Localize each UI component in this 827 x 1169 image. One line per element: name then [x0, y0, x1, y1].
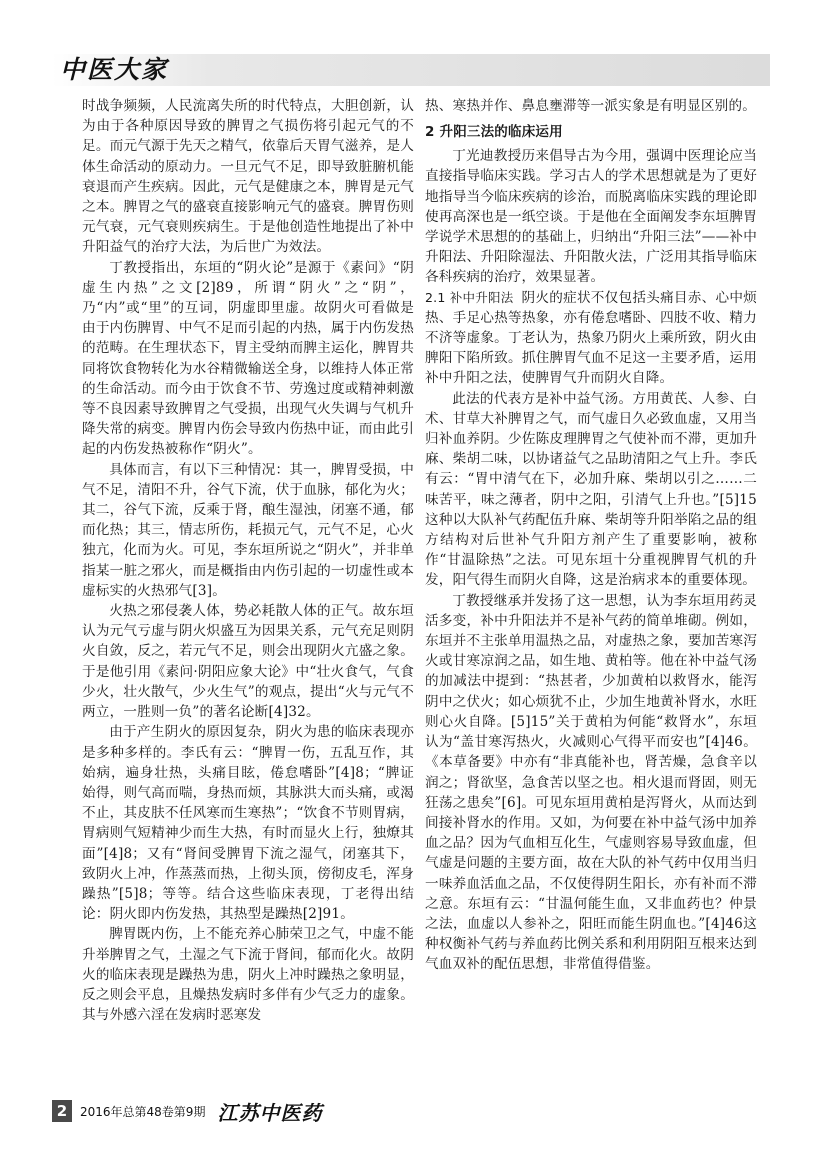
paragraph: 由于产生阴火的原因复杂，阴火为患的临床表现亦是多种多样的。李氏有云：“脾胃一伤，五乱互作，其始病，遍身壮热，头痛目眩，倦怠嗜卧”[4]8；“脾证始得，则气高而喘，身热而烦，其脉洪大而头痛，或渴不止，其皮肤不任风寒而生寒热”；“饮食不节则胃病，胃病则气短精神少而生大热，有时而显火上行，独燎其面”[4]8；又有“肾间受脾胃下流之湿气，闭塞其下，致阴火上冲，作蒸蒸而热，上彻头顶，傍彻皮毛，浑身躁热”[5]8；等等。结合这些临床表现，丁老得出结论：阴火即内伤发热，其热型是躁热[2]91。: [82, 724, 414, 923]
paragraph: 丁教授继承并发扬了这一思想，认为李东垣用药灵活多变，补中升阳法并不是补气药的简单堆砌。例如，东垣并不主张单用温热之品，对虚热之象，要加苦寒泻火或甘寒凉润之品，如生地、黄柏等。他在补中益气汤的加减法中提到：“热甚者，少加黄柏以救肾水，能泻阴中之伏火；如心烦犹不止，少加生地黄补肾水，水旺则心火自降。[5]15”关于黄柏为何能“救肾水”，东垣认为“盖甘寒泻热火，火减则心气得平而安也”[4]46。《本草备要》中亦有“非真能补也，肾苦燥，急食辛以润之；肾欲坚，急食苦以坚之也。相火退而肾固，则无狂荡之患矣”[6]。可见东垣用黄柏是泻肾火，从而达到间接补肾水的作用。又如，为何要在补中益气汤中加养血之品？因为气血相互化生，气虚则容易导致血虚，但气虚是问题的主要方面，故在大队的补气药中仅用当归一味养血活血之品，不仅使得阴生阳长，亦有补而不滞之意。东垣有云：“甘温何能生血，又非血药也？仲景之法，血虚以人参补之，阳旺而能生阴血也。”[4]46这种权衡补气药与养血药比例关系和利用阴阳互根来达到气血双补的配伍思想，非常值得借鉴。: [425, 592, 757, 973]
journal-logo: 江苏中医药: [217, 1100, 323, 1125]
right-column: [425, 96, 757, 975]
section-heading: 2 升阳三法的临床运用: [425, 124, 563, 141]
subsection-paragraph: [425, 288, 757, 389]
paragraph: 具体而言，有以下三种情况：其一，脾胃受损，中气不足，清阳不升，谷气下流，伏于血脉，郁化为火；其二，谷气下流，反乘于肾，酿生湿浊，闭塞不通，郁而化热；其三，情志所伤，耗损元气，元气不足，心火独亢，化而为火。可见，李东垣所说之“阴火”，并非单指某一脏之邪火，而是概指由内伤引起的一切虚性或本虚标实的火热邪气[3]。: [82, 461, 414, 599]
subsection-heading: 2.1 补中升阳法: [425, 289, 514, 305]
paragraph: 此法的代表方是补中益气汤。方用黄芪、人参、白术、甘草大补脾胃之气，而气虚日久必致血虚，又用当归补血养阴。少佐陈皮理脾胃之气使补而不滞，更加升麻、柴胡二味，以协诸益气之品助清阳之气上升。李氏有云：“胃中清气在下，必加升麻、柴胡以引之……二味苦平，味之薄者，阴中之阳，引清气上升也。”[5]15这种以大队补气药配伍升麻、柴胡等升阳举陷之品的组方结构对后世补气升阳方剂产生了重要影响，被称作“甘温除热”之法。可见东垣十分重视脾胃气机的升发，阳气得生而阴火自降，这是治病求本的重要体现。: [425, 390, 757, 589]
paragraph: 丁教授指出，东垣的“阴火论”是源于《素问》“阴虚生内热”之文[2]89，所谓“阴火”之“阴”，乃“内”或“里”的互词，阴虚即里虚。故阴火可看做是由于内伤脾胃、中气不足而引起的内热，属于内伤发热的范畴。在生理状态下，胃主受纳而脾主运化，脾胃共同将饮食物转化为水谷精微输送全身，以维持人体正常的生命活动。而今由于饮食不节、劳逸过度或精神刺激等不良因素导致脾胃之气受损，出现气火失调与气机升降失常的病变。脾胃内伤会导致内伤热中证，而由此引起的内伤发热被称作“阴火”。: [82, 259, 414, 458]
paragraph: 时战争频频，人民流离失所的时代特点，大胆创新，认为由于各种原因导致的脾胃之气损伤将引起元气的不足。而元气源于先天之精气，依靠后天胃气滋养，是人体生命活动的原动力。一旦元气不足，即导致脏腑机能衰退而产生疾病。因此，元气是健康之本，脾胃是元气之本。脾胃之气的盛衰直接影响元气的盛衰。脾胃伤则元气衰，元气衰则疾病生。于是他创造性地提出了补中升阳益气的治疗大法，为后世广为效法。: [82, 98, 414, 256]
page-footer: [52, 1098, 322, 1124]
page-number: 2: [52, 1100, 72, 1122]
issue-info: 2016年总第48卷第9期: [80, 1104, 206, 1119]
paragraph: 火热之邪侵袭人体，势必耗散人体的正气。故东垣认为元气亏虚与阴火炽盛互为因果关系，元气充足则阴火自敛，反之，若元气不足，则会出现阴火亢盛之象。于是他引用《素问·阴阳应象大论》中“壮火食气，气食少火，壮火散气，少火生气”的观点，提出“火与元气不两立，一胜则一负”的著名论断[4]32。: [82, 603, 414, 721]
paragraph: 热、寒热并作、鼻息壅滞等一派实象是有明显区别的。: [425, 98, 757, 114]
paragraph-text: 阴火的症状不仅包括头痛目赤、心中烦热、手足心热等热象，亦有倦怠嗜卧、四肢不收、精力不济等虚象。丁老认为，热象乃阴火上乘所致，阴火由脾阳下陷所致。抓住脾胃气血不足这一主要矛盾，运用补中升阳之法，使脾胃气升而阴火自降。: [425, 289, 758, 387]
paragraph: 脾胃既内伤，上不能充养心肺荣卫之气，中虚不能升举脾胃之气，土湿之气下流于肾间，郁而化火。故阴火的临床表现是躁热为患，阴火上冲时躁热之象明显，反之则会平息，且燥热发病时多伴有少气乏力的虚象。其与外感六淫在发病时恶寒发: [82, 926, 414, 1024]
paragraph: 丁光迪教授历来倡导古为今用，强调中医理论应当直接指导临床实践。学习古人的学术思想就是为了更好地指导当今临床疾病的诊治，而脱离临床实践的理论即使再高深也是一纸空谈。于是他在全面阐发李东垣脾胃学说学术思想的的基础上，归纳出“升阳三法”——补中升阳法、升阳除湿法、升阳散火法，广泛用其指导临床各科疾病的治疗，效果显著。: [425, 148, 757, 286]
journal-section-title: 中医大家: [60, 55, 169, 84]
left-column: [82, 96, 414, 1025]
